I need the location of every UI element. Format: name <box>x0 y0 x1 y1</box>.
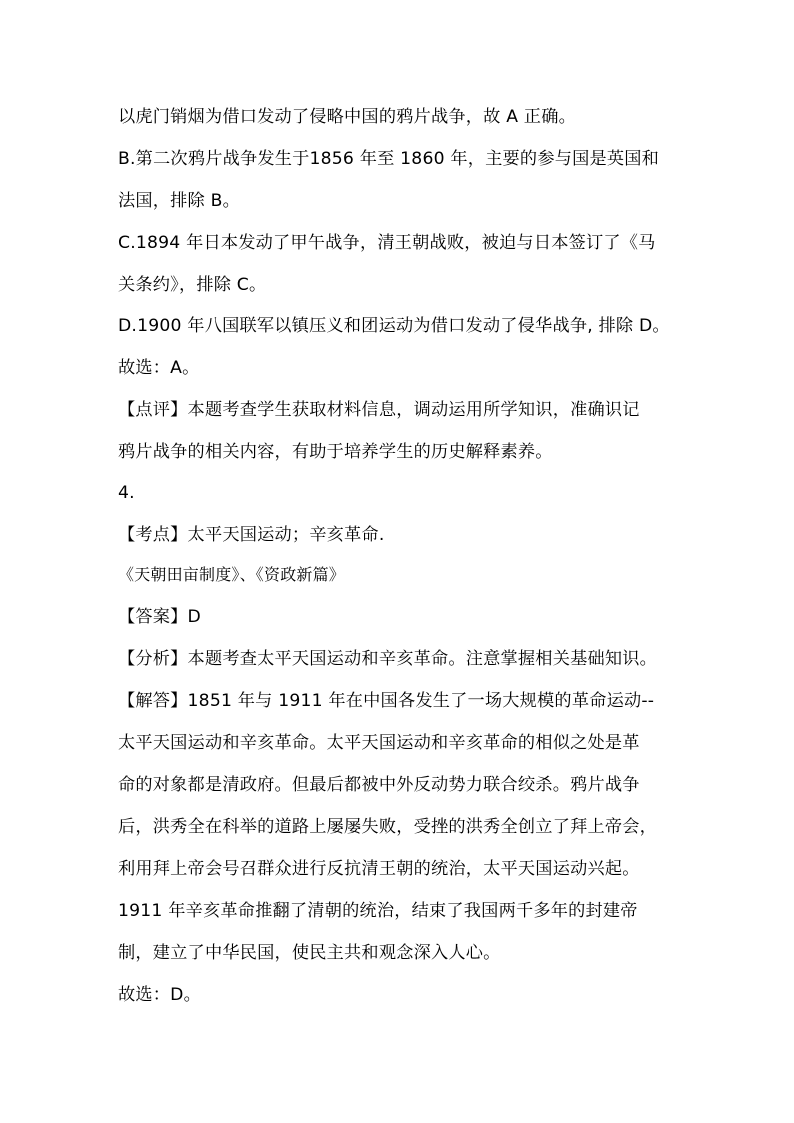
text-line: 命的对象都是清政府。但最后都被中外反动势力联合绞杀。鸦片战争 <box>118 775 640 795</box>
text-line: 《天朝田亩制度》、《资政新篇》 <box>118 565 346 584</box>
text-line: 【解答】1851 年与 1911 年在中国各发生了一场大规模的革命运动-- <box>118 691 655 711</box>
text-line: C.1894 年日本发动了甲午战争，清王朝战败，被迫与日本签订了《马 <box>118 233 656 253</box>
text-line: 故选：A。 <box>118 358 200 378</box>
question-number: 4. <box>118 483 135 503</box>
text-line: 法国，排除 B。 <box>118 191 240 211</box>
text-line: 制，建立了中华民国，使民主共和观念深入人心。 <box>118 943 501 963</box>
text-line: 关条约》，排除 C。 <box>118 275 267 295</box>
text-line: 【分析】本题考查太平天国运动和辛亥革命。注意掌握相关基础知识。 <box>118 649 658 669</box>
text-line: 后，洪秀全在科举的道路上屡屡失败，受挫的洪秀全创立了拜上帝会， <box>118 817 658 837</box>
text-line: 1911 年辛亥革命推翻了清朝的统治，结束了我国两千多年的封建帝 <box>118 901 638 921</box>
text-line: 利用拜上帝会号召群众进行反抗清王朝的统治，太平天国运动兴起。 <box>118 859 640 879</box>
text-line: D.1900 年八国联军以镇压义和团运动为借口发动了侵华战争, 排除 D。 <box>118 316 670 336</box>
text-line: 以虎门销烟为借口发动了侵略中国的鸦片战争，故 A 正确。 <box>118 107 576 127</box>
text-line: 故选：D。 <box>118 985 201 1005</box>
text-line: 【考点】太平天国运动；辛亥革命. <box>118 525 385 545</box>
text-line: 鸦片战争的相关内容，有助于培养学生的历史解释素养。 <box>118 442 553 462</box>
text-line: 太平天国运动和辛亥革命。太平天国运动和辛亥革命的相似之处是革 <box>118 733 640 753</box>
text-line: 【点评】本题考查学生获取材料信息，调动运用所学知识，准确识记 <box>118 400 640 420</box>
text-line: 【答案】D <box>118 607 201 627</box>
text-line: B.第二次鸦片战争发生于1856 年至 1860 年，主要的参与国是英国和 <box>118 149 660 169</box>
